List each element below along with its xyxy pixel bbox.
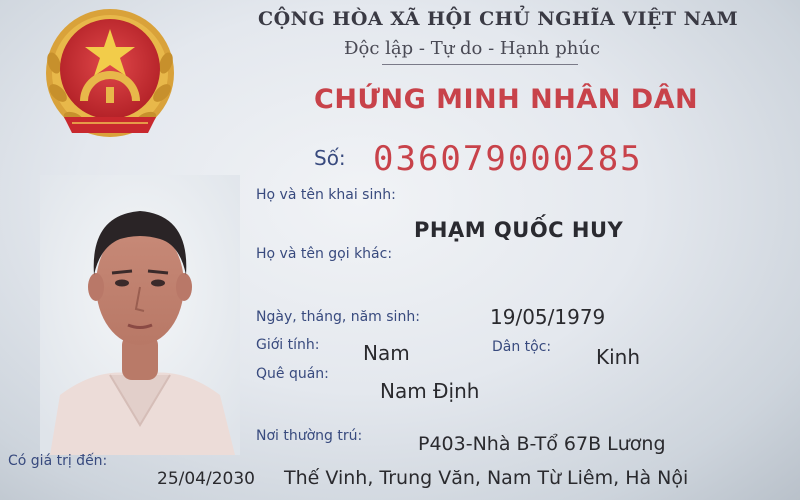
validity-label: Có giá trị đến: bbox=[8, 453, 108, 469]
card-title: CHỨNG MINH NHÂN DÂN bbox=[314, 84, 699, 115]
motto-text: Độc lập - Tự do - Hạnh phúc bbox=[344, 38, 601, 59]
validity-date: 25/04/2030 bbox=[157, 469, 255, 489]
sex-label: Giới tính: bbox=[256, 337, 320, 353]
ethnicity-value: Kinh bbox=[596, 345, 641, 369]
sex-value: Nam bbox=[363, 341, 410, 365]
nation-heading: CỘNG HÒA XÃ HỘI CHỦ NGHĨA VIỆT NAM bbox=[258, 8, 739, 30]
ethnicity-label: Dân tộc: bbox=[492, 339, 552, 355]
other-name-label: Họ và tên gọi khác: bbox=[256, 246, 393, 262]
dob-value: 19/05/1979 bbox=[490, 305, 606, 329]
residence-line-2: Thế Vinh, Trung Văn, Nam Từ Liêm, Hà Nội bbox=[284, 467, 689, 489]
hometown-label: Quê quán: bbox=[256, 366, 329, 382]
hometown-value: Nam Định bbox=[380, 379, 480, 403]
national-emblem-icon bbox=[40, 5, 180, 145]
birth-name: PHẠM QUỐC HUY bbox=[414, 218, 624, 242]
residence-label: Nơi thường trú: bbox=[256, 428, 363, 444]
motto-underline bbox=[382, 64, 578, 65]
dob-label: Ngày, tháng, năm sinh: bbox=[256, 309, 420, 325]
id-number: 036079000285 bbox=[373, 139, 643, 179]
id-number-label: Số: bbox=[314, 146, 346, 170]
residence-line-1: P403-Nhà B-Tổ 67B Lương bbox=[418, 433, 666, 455]
birth-name-label: Họ và tên khai sinh: bbox=[256, 187, 396, 203]
portrait-photo bbox=[40, 175, 240, 455]
